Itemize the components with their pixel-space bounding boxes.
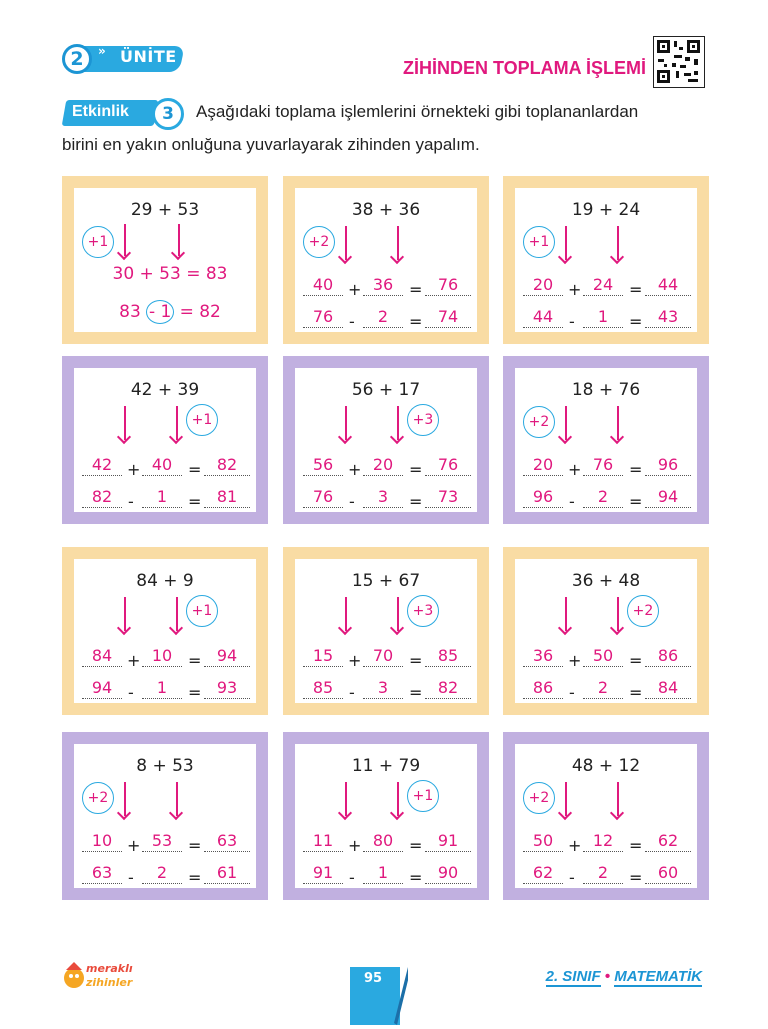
minus-sign: - [349,312,355,331]
plus-sign: + [348,651,362,670]
subtrahend-field[interactable]: 2 [142,864,182,884]
unit-label: ÜNİTE [120,47,177,66]
minuend-field[interactable]: 86 [523,679,563,699]
addend-1-field[interactable]: 15 [303,647,343,667]
minuend-field[interactable]: 63 [82,864,122,884]
activity-label: Etkinlik [72,103,129,120]
difference-field[interactable]: 73 [425,488,471,508]
sum-field[interactable]: 76 [425,456,471,476]
subtrahend-field[interactable]: 1 [142,488,182,508]
addend-2-field[interactable]: 53 [142,832,182,852]
minuend-field[interactable]: 62 [523,864,563,884]
equals-sign: = [188,492,202,511]
subtrahend-field[interactable]: 2 [583,488,623,508]
down-arrow-icon [176,406,178,440]
page-number-badge [350,963,408,1025]
example-minus-circle: - 1 [146,300,174,324]
minus-sign: - [569,683,575,702]
exercise-card [503,176,709,344]
subtrahend-field[interactable]: 2 [583,864,623,884]
minuend-field[interactable]: 76 [303,308,343,328]
addend-2-field[interactable]: 80 [363,832,403,852]
down-arrow-icon [176,597,178,631]
difference-field[interactable]: 60 [645,864,691,884]
down-arrow-icon [345,782,347,816]
plus-sign: + [127,836,141,855]
plus-sign: + [348,460,362,479]
equals-sign: = [409,683,423,702]
down-arrow-icon [565,406,567,440]
down-arrow-icon [124,597,126,631]
page-number: 95 [364,971,383,986]
activity-badge [64,98,182,130]
minuend-field[interactable]: 94 [82,679,122,699]
exercise-card [503,732,709,900]
addend-2-field[interactable]: 70 [363,647,403,667]
minuend-field[interactable]: 85 [303,679,343,699]
exercise-card [283,547,489,715]
equals-sign: = [629,651,643,670]
difference-field[interactable]: 82 [425,679,471,699]
addend-2-field[interactable]: 40 [142,456,182,476]
addend-2-field[interactable]: 50 [583,647,623,667]
sum-field[interactable]: 63 [204,832,250,852]
difference-field[interactable]: 94 [645,488,691,508]
equals-sign: = [629,460,643,479]
instruction-line-1: Aşağıdaki toplama işlemlerini örnekteki gibi toplananlardan [196,102,639,121]
addend-2-field[interactable]: 76 [583,456,623,476]
minuend-field[interactable]: 76 [303,488,343,508]
minus-sign: - [569,868,575,887]
plus-sign: + [568,280,582,299]
logo-line-2: zihinler [86,976,133,989]
addend-1-field[interactable]: 40 [303,276,343,296]
minuend-field[interactable]: 96 [523,488,563,508]
minus-sign: - [128,868,134,887]
down-arrow-icon [397,782,399,816]
sum-field[interactable]: 76 [425,276,471,296]
down-arrow-icon [397,406,399,440]
problem-text: 48 + 12 [571,756,641,776]
exercise-card [62,732,268,900]
activity-number: 3 [152,98,184,130]
down-arrow-icon [397,597,399,631]
sum-field[interactable]: 85 [425,647,471,667]
down-arrow-icon [124,782,126,816]
difference-field[interactable]: 84 [645,679,691,699]
down-arrow-icon [565,597,567,631]
subtrahend-field[interactable]: 2 [363,308,403,328]
example-line-2: 83 - 1 = 82 [119,302,221,322]
equals-sign: = [409,460,423,479]
problem-text: 36 + 48 [571,571,641,591]
problem-text: 19 + 24 [571,200,641,220]
down-arrow-icon [617,406,619,440]
problem-text: 8 + 53 [136,756,194,776]
sum-field[interactable]: 94 [204,647,250,667]
equals-sign: = [629,492,643,511]
problem-text: 15 + 67 [351,571,421,591]
exercise-card [503,547,709,715]
minus-sign: - [128,683,134,702]
unit-badge [62,40,186,74]
footer-subject [546,968,702,985]
adjust-badge: +1 [186,595,218,627]
subtrahend-field[interactable]: 1 [142,679,182,699]
equals-sign: = [409,868,423,887]
addend-1-field[interactable]: 36 [523,647,563,667]
equals-sign: = [629,312,643,331]
equals-sign: = [409,651,423,670]
difference-field[interactable]: 74 [425,308,471,328]
adjust-badge: +1 [186,404,218,436]
instruction-line-2: birini en yakın onluğuna yuvarlayarak zihinden yapalım. [62,135,480,154]
addend-1-field[interactable]: 11 [303,832,343,852]
minus-sign: - [349,492,355,511]
unit-number: 2 [62,44,92,74]
exercise-card [62,356,268,524]
difference-field[interactable]: 93 [204,679,250,699]
down-arrow-icon [565,226,567,260]
equals-sign: = [188,651,202,670]
addend-1-field[interactable]: 56 [303,456,343,476]
subtrahend-field[interactable]: 2 [583,679,623,699]
adjust-badge: +2 [303,226,335,258]
sum-field[interactable]: 86 [645,647,691,667]
sum-field[interactable]: 62 [645,832,691,852]
minuend-field[interactable]: 44 [523,308,563,328]
plus-sign: + [568,460,582,479]
minus-sign: - [128,492,134,511]
equals-sign: = [629,683,643,702]
adjust-badge: +2 [523,782,555,814]
down-arrow-icon [345,597,347,631]
plus-sign: + [568,836,582,855]
subtrahend-field[interactable]: 1 [363,864,403,884]
publisher-logo [60,958,140,998]
adjust-badge: +3 [407,404,439,436]
addend-2-field[interactable]: 24 [583,276,623,296]
addend-2-field[interactable]: 12 [583,832,623,852]
down-arrow-icon [617,782,619,816]
logo-line-1: meraklı [86,962,133,975]
equals-sign: = [188,460,202,479]
example-problem: 29 + 53 [130,200,200,220]
equals-sign: = [409,836,423,855]
minus-sign: - [349,683,355,702]
exercise-card [283,732,489,900]
addend-1-field[interactable]: 10 [82,832,122,852]
addend-1-field[interactable]: 84 [82,647,122,667]
example-card [62,176,268,344]
sum-field[interactable]: 96 [645,456,691,476]
bullet-icon: • [604,968,611,985]
minus-sign: - [349,868,355,887]
equals-sign: = [629,868,643,887]
equals-sign: = [629,836,643,855]
difference-field[interactable]: 90 [425,864,471,884]
down-arrow-icon [617,226,619,260]
down-arrow-icon [345,406,347,440]
equals-sign: = [188,868,202,887]
addend-1-field[interactable]: 42 [82,456,122,476]
addend-1-field[interactable]: 50 [523,832,563,852]
problem-text: 84 + 9 [136,571,194,591]
problem-text: 56 + 17 [351,380,421,400]
problem-text: 11 + 79 [351,756,421,776]
down-arrow-icon [565,782,567,816]
addend-1-field[interactable]: 20 [523,456,563,476]
down-arrow-icon [176,782,178,816]
subtrahend-field[interactable]: 3 [363,679,403,699]
sum-field[interactable]: 44 [645,276,691,296]
equals-sign: = [188,836,202,855]
down-arrow-icon [178,224,180,256]
adjust-badge: +1 [407,780,439,812]
subtrahend-field[interactable]: 3 [363,488,403,508]
exercise-card [283,176,489,344]
addend-1-field[interactable]: 20 [523,276,563,296]
problem-text: 18 + 76 [571,380,641,400]
minuend-field[interactable]: 91 [303,864,343,884]
equals-sign: = [409,312,423,331]
adjust-badge: +2 [523,406,555,438]
plus-sign: + [568,651,582,670]
equals-sign: = [629,280,643,299]
subtrahend-field[interactable]: 1 [583,308,623,328]
minus-sign: - [569,312,575,331]
problem-text: 38 + 36 [351,200,421,220]
equals-sign: = [409,492,423,511]
minuend-field[interactable]: 82 [82,488,122,508]
sum-field[interactable]: 91 [425,832,471,852]
plus-sign: + [348,836,362,855]
addend-2-field[interactable]: 10 [142,647,182,667]
qr-code-icon[interactable] [653,36,705,88]
example-line-1: 30 + 53 = 83 [112,264,228,284]
exercise-card [283,356,489,524]
difference-field[interactable]: 61 [204,864,250,884]
down-arrow-icon [124,406,126,440]
double-chevron-icon: » [98,44,106,58]
addend-2-field[interactable]: 20 [363,456,403,476]
down-arrow-icon [124,224,126,256]
sum-field[interactable]: 82 [204,456,250,476]
subject-label: MATEMATİK [614,968,702,985]
exercise-card [62,547,268,715]
down-arrow-icon [617,597,619,631]
plus-sign: + [348,280,362,299]
difference-field[interactable]: 43 [645,308,691,328]
equals-sign: = [188,683,202,702]
adjust-badge: +2 [82,782,114,814]
addend-2-field[interactable]: 36 [363,276,403,296]
difference-field[interactable]: 81 [204,488,250,508]
adjust-badge: +3 [407,595,439,627]
plus-sign: + [127,460,141,479]
grade-label: 2. SINIF [545,968,601,985]
equals-sign: = [409,280,423,299]
example-adjust-badge: +1 [82,226,114,258]
down-arrow-icon [345,226,347,260]
problem-text: 42 + 39 [130,380,200,400]
plus-sign: + [127,651,141,670]
minus-sign: - [569,492,575,511]
adjust-badge: +1 [523,226,555,258]
adjust-badge: +2 [627,595,659,627]
down-arrow-icon [397,226,399,260]
exercise-card [503,356,709,524]
page-title: ZİHİNDEN TOPLAMA İŞLEMİ [403,58,646,78]
